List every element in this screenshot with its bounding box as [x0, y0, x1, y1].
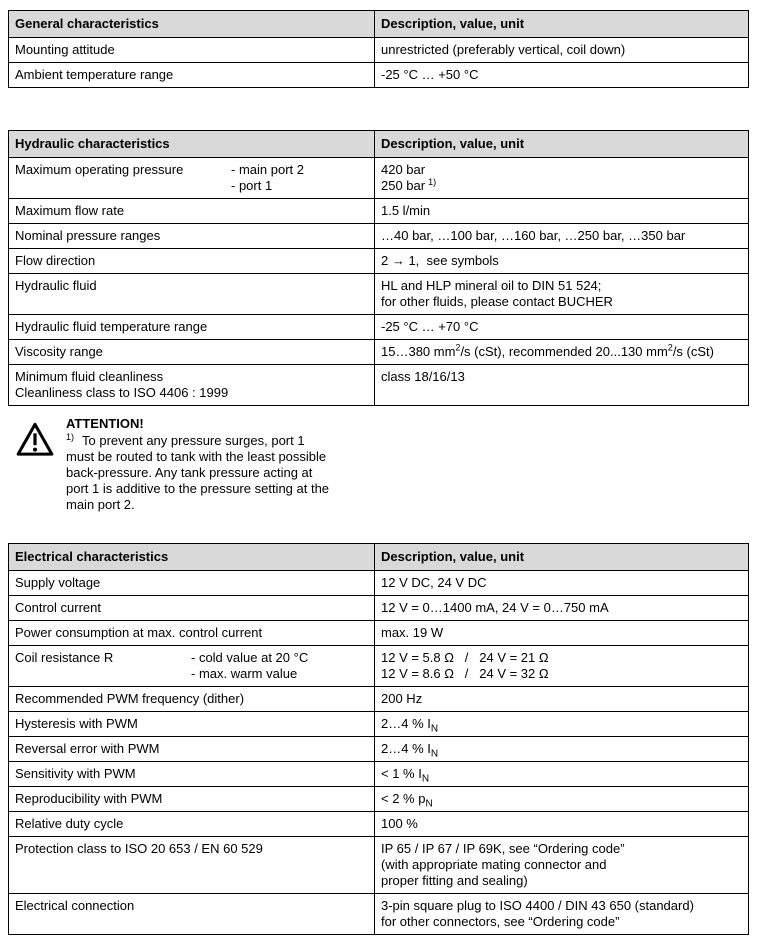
row-sublabel-port-1: - port 1 [231, 178, 273, 193]
value-line: for other fluids, please contact BUCHER [381, 294, 613, 309]
split-label [15, 650, 368, 682]
row-sublabels [191, 650, 308, 682]
row-value: -25 °C … +50 °C [375, 63, 749, 88]
row-value [375, 158, 749, 199]
value-text: 2…4 % I [381, 741, 431, 756]
row-value [375, 340, 749, 365]
warning-triangle [16, 422, 54, 457]
value-line: HL and HLP mineral oil to DIN 51 524; [381, 278, 602, 293]
row-label: Power consumption at max. control current [9, 621, 375, 646]
electrical-header-value: Description, value, unit [375, 544, 749, 571]
value-text: < 1 % I [381, 766, 422, 781]
row-supply-voltage [9, 571, 749, 596]
row-power-consumption [9, 621, 749, 646]
row-label: Flow direction [9, 249, 375, 274]
row-coil-resistance [9, 646, 749, 687]
row-label [9, 365, 375, 406]
hydraulic-header-label: Hydraulic characteristics [9, 131, 375, 158]
row-sensitivity [9, 762, 749, 787]
row-value: max. 19 W [375, 621, 749, 646]
value-line-cold: 12 V = 5.8 Ω / 24 V = 21 Ω [381, 650, 549, 665]
row-label: Reversal error with PWM [9, 737, 375, 762]
row-value [375, 646, 749, 687]
attention-text [66, 433, 332, 513]
value-line: (with appropriate mating connector and [381, 857, 607, 872]
row-label: Mounting attitude [9, 38, 375, 63]
row-label [9, 158, 375, 199]
value-line: 3-pin square plug to ISO 4400 / DIN 43 650 (standard) [381, 898, 694, 913]
row-value [375, 712, 749, 737]
label-line: Minimum fluid cleanliness [15, 369, 164, 384]
value-line: for other connectors, see “Ordering code” [381, 914, 620, 929]
row-value: 100 % [375, 812, 749, 837]
row-value [375, 737, 749, 762]
row-label: Supply voltage [9, 571, 375, 596]
row-sublabel-warm-value: - max. warm value [191, 666, 298, 681]
row-label: Protection class to ISO 20 653 / EN 60 529 [9, 837, 375, 894]
row-value [375, 894, 749, 935]
footnote-ref: 1) [428, 176, 437, 187]
row-hydraulic-fluid [9, 274, 749, 315]
row-hysteresis [9, 712, 749, 737]
subscript: N [421, 773, 430, 785]
row-label: Reproducibility with PWM [9, 787, 375, 812]
row-protection-class [9, 837, 749, 894]
row-label: Hydraulic fluid [9, 274, 375, 315]
row-label: Hysteresis with PWM [9, 712, 375, 737]
value-line: proper fitting and sealing) [381, 873, 528, 888]
hydraulic-header-value: Description, value, unit [375, 131, 749, 158]
attention-body [66, 416, 332, 513]
row-label-text: Coil resistance R [15, 650, 114, 665]
row-sublabel-cold-value: - cold value at 20 °C [191, 650, 309, 665]
row-reversal-error [9, 737, 749, 762]
row-label: Electrical connection [9, 894, 375, 935]
row-label: Sensitivity with PWM [9, 762, 375, 787]
table-header-row [9, 11, 749, 38]
row-label: Nominal pressure ranges [9, 224, 375, 249]
row-minimum-fluid-cleanliness [9, 365, 749, 406]
value-line: IP 65 / IP 67 / IP 69K, see “Ordering code” [381, 841, 625, 856]
row-sublabels [231, 162, 304, 194]
row-value: 1.5 l/min [375, 199, 749, 224]
value-text: 2…4 % I [381, 716, 431, 731]
attention-text-body: To prevent any pressure surges, port 1 must be routed to tank with the least possible back-pressure. Any tank pressure acting at port 1 is additive to the pressure setting at the main port 2. [66, 433, 333, 512]
row-max-flow-rate [9, 199, 749, 224]
superscript: 2 [667, 342, 673, 353]
attention-title: ATTENTION! [66, 416, 144, 431]
row-nominal-pressure-ranges [9, 224, 749, 249]
electrical-header-label: Electrical characteristics [9, 544, 375, 571]
hydraulic-characteristics-table [8, 130, 749, 406]
row-value [375, 762, 749, 787]
value-text: 15…380 mm [381, 344, 456, 359]
footnote-marker: 1) [66, 431, 75, 442]
row-label-text: Maximum operating pressure [15, 162, 184, 177]
row-label [9, 646, 375, 687]
row-value: 200 Hz [375, 687, 749, 712]
row-label: Control current [9, 596, 375, 621]
row-label: Relative duty cycle [9, 812, 375, 837]
table-header-row [9, 131, 749, 158]
value-line-port-1 [381, 178, 742, 194]
subscript: N [430, 748, 439, 760]
row-label: Viscosity range [9, 340, 375, 365]
row-label: Hydraulic fluid temperature range [9, 315, 375, 340]
warning-icon [16, 416, 54, 513]
row-mounting-attitude [9, 38, 749, 63]
superscript: 2 [455, 342, 461, 353]
label-line: Cleanliness class to ISO 4406 : 1999 [15, 385, 229, 400]
row-relative-duty-cycle [9, 812, 749, 837]
value-text: < 2 % p [381, 791, 426, 806]
subscript: N [430, 723, 439, 735]
value-text: 250 bar [381, 178, 426, 193]
row-sublabel-main-port: - main port 2 [231, 162, 304, 177]
row-value: …40 bar, …100 bar, …160 bar, …250 bar, …350 bar [375, 224, 749, 249]
row-label: Maximum flow rate [9, 199, 375, 224]
row-control-current [9, 596, 749, 621]
value-text: /s (cSt), recommended 20...130 mm [460, 344, 668, 359]
row-value: unrestricted (preferably vertical, coil down) [375, 38, 749, 63]
row-value [375, 274, 749, 315]
row-value [375, 787, 749, 812]
value-line-main-port: 420 bar [381, 162, 426, 177]
row-value: 2 → 1, see symbols [375, 249, 749, 274]
row-value: -25 °C … +70 °C [375, 315, 749, 340]
general-characteristics-table [8, 10, 749, 88]
row-value [375, 837, 749, 894]
row-value: class 18/16/13 [375, 365, 749, 406]
value-line-warm: 12 V = 8.6 Ω / 24 V = 32 Ω [381, 666, 549, 681]
table-header-row [9, 544, 749, 571]
electrical-characteristics-table [8, 543, 749, 935]
row-electrical-connection [9, 894, 749, 935]
general-header-label: General characteristics [9, 11, 375, 38]
row-max-operating-pressure [9, 158, 749, 199]
row-fluid-temperature-range [9, 315, 749, 340]
row-label: Ambient temperature range [9, 63, 375, 88]
row-flow-direction [9, 249, 749, 274]
value-text: /s (cSt) [672, 344, 714, 359]
row-pwm-frequency [9, 687, 749, 712]
split-label [15, 162, 368, 194]
row-reproducibility [9, 787, 749, 812]
row-viscosity-range [9, 340, 749, 365]
subscript: N [425, 798, 433, 810]
row-ambient-temperature [9, 63, 749, 88]
row-label: Recommended PWM frequency (dither) [9, 687, 375, 712]
row-value: 12 V = 0…1400 mA, 24 V = 0…750 mA [375, 596, 749, 621]
general-header-value: Description, value, unit [375, 11, 749, 38]
row-value: 12 V DC, 24 V DC [375, 571, 749, 596]
attention-note [16, 416, 356, 513]
